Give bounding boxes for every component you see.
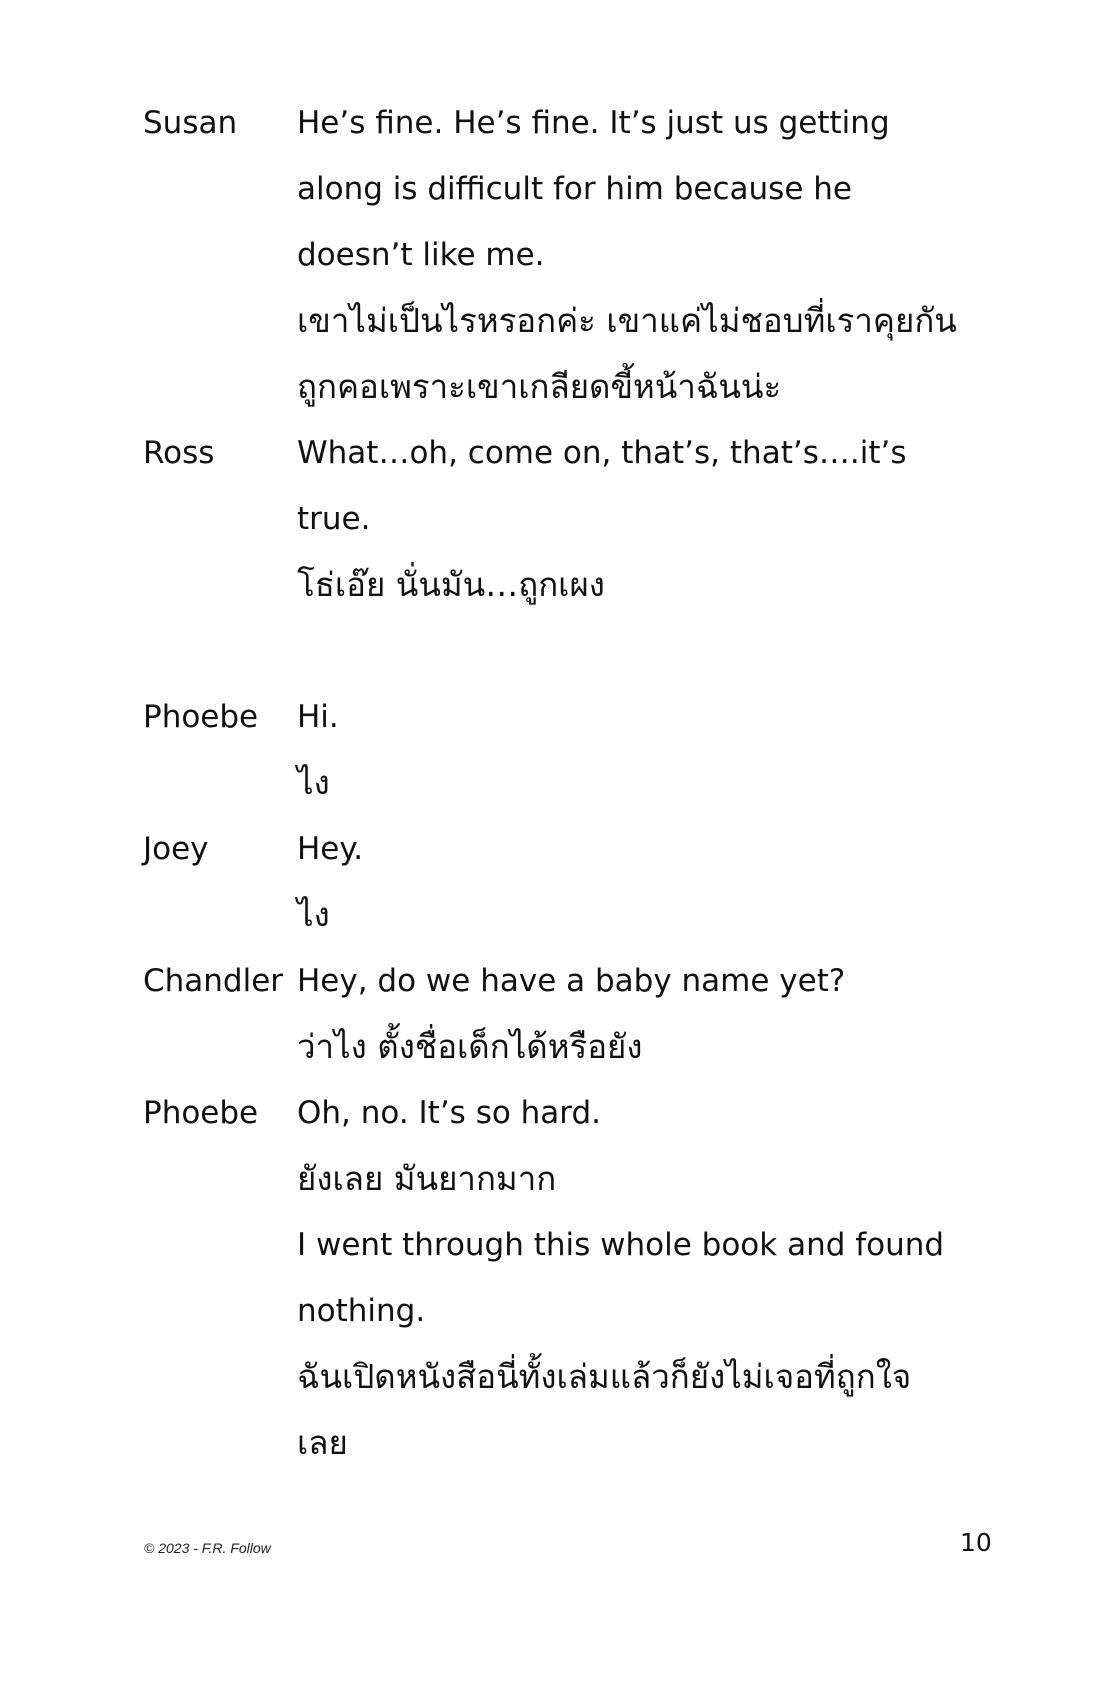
dialogue-line — [0, 288, 1100, 354]
dialogue-line — [0, 882, 1100, 948]
thai-line: ฉันเปิดหนังสือนี่ทั้งเล่มแล้วก็ยังไม่เจอที่ถูกใจ — [297, 1357, 912, 1396]
dialogue-line — [0, 90, 1100, 156]
thai-line: ไง — [297, 763, 330, 802]
speaker-name: Chandler — [143, 963, 284, 999]
dialogue-line — [0, 420, 1100, 486]
dialogue-line — [0, 684, 1100, 750]
english-line: along is difficult for him because he — [297, 171, 852, 207]
speaker-name: Phoebe — [143, 699, 259, 735]
speaker-name: Susan — [143, 105, 238, 141]
thai-line: ไง — [297, 895, 330, 934]
dialogue-line — [0, 486, 1100, 552]
english-line: true. — [297, 501, 371, 537]
thai-line: เลย — [297, 1423, 348, 1462]
dialogue-line — [0, 222, 1100, 288]
speaker-name: Phoebe — [143, 1095, 259, 1131]
english-line: Hey, do we have a baby name yet? — [297, 963, 846, 999]
thai-line: ยังเลย มันยากมาก — [297, 1159, 557, 1198]
english-line: What…oh, come on, that’s, that’s….it’s — [297, 435, 907, 471]
dialogue-line — [0, 156, 1100, 222]
dialogue-line — [0, 816, 1100, 882]
dialogue-line — [0, 1080, 1100, 1146]
thai-line: ถูกคอเพราะเขาเกลียดขี้หน้าฉันน่ะ — [297, 367, 782, 406]
dialogue-line — [0, 1212, 1100, 1278]
english-line: nothing. — [297, 1293, 426, 1329]
speaker-name: Joey — [143, 831, 209, 867]
dialogue-line — [0, 1278, 1100, 1344]
english-line: I went through this whole book and found — [297, 1227, 945, 1263]
dialogue-line — [0, 1344, 1100, 1410]
thai-line: ว่าไง ตั้งชื่อเด็กได้หรือยัง — [297, 1027, 643, 1066]
english-line: Oh, no. It’s so hard. — [297, 1095, 602, 1131]
thai-line: โธ่เอ๊ย นั่นมัน…ถูกเผง — [297, 565, 605, 604]
dialogue-line — [0, 354, 1100, 420]
english-line: doesn’t like me. — [297, 237, 545, 273]
copyright-notice: © 2023 - F.R. Follow — [144, 1540, 271, 1556]
english-line: Hi. — [297, 699, 339, 735]
dialogue-line — [0, 948, 1100, 1014]
dialogue-line — [0, 750, 1100, 816]
page-number: 10 — [960, 1528, 992, 1557]
thai-line: เขาไม่เป็นไรหรอกค่ะ เขาแค่ไม่ชอบที่เราคุยกัน — [297, 301, 957, 340]
speaker-name: Ross — [143, 435, 215, 471]
dialogue-line — [0, 1014, 1100, 1080]
english-line: He’s fine. He’s fine. It’s just us getting — [297, 105, 890, 141]
dialogue-line — [0, 1410, 1100, 1476]
dialogue-line — [0, 552, 1100, 618]
english-line: Hey. — [297, 831, 364, 867]
dialogue-line — [0, 1146, 1100, 1212]
